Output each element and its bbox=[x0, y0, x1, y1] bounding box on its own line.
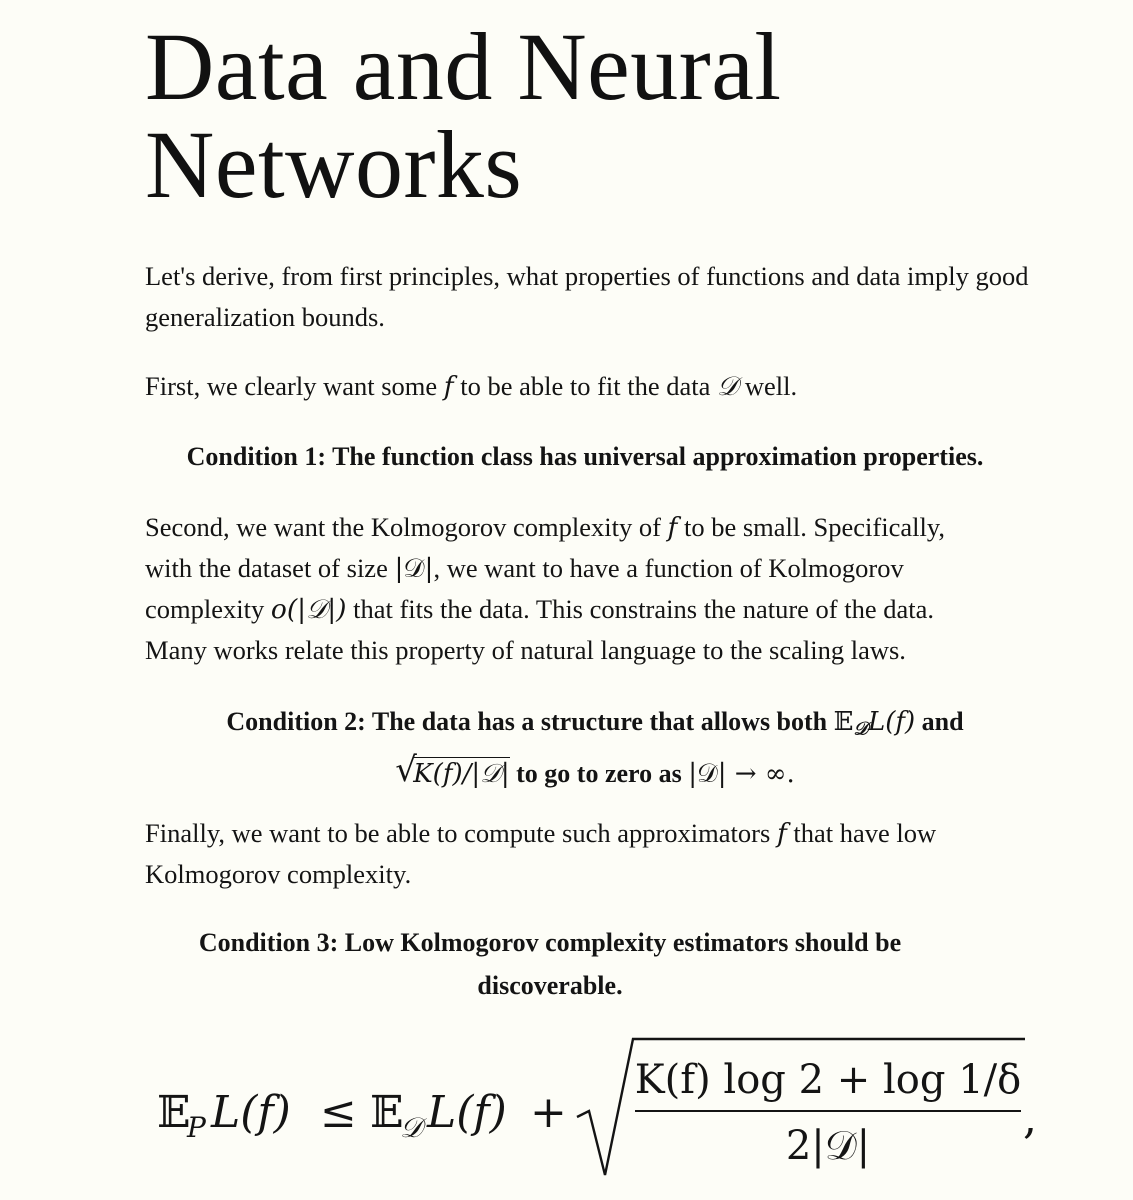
var-f: f bbox=[776, 818, 787, 849]
dataset-size: |𝒟| bbox=[394, 553, 434, 584]
condition-1-text: : The function class has universal approximation properties. bbox=[317, 442, 984, 471]
sqrt-expression: √ K(f)/|𝒟| bbox=[395, 749, 510, 790]
generalization-bound-formula bbox=[145, 1035, 1045, 1185]
fraction-numerator: K(f) log 2 + log 1/δ bbox=[634, 1057, 1022, 1103]
rhs-expectation: 𝔼 bbox=[370, 1087, 404, 1138]
condition-3: Condition 3: Low Kolmogorov complexity estimators should be discoverable. bbox=[198, 928, 902, 1000]
condition-2: Condition 2: The data has a structure that allows both 𝔼$_𝒟$L(f) and √ K(f)/|𝒟| to go to zero as |𝒟| → ∞. bbox=[145, 696, 1045, 800]
condition-1 bbox=[135, 433, 1035, 481]
title-line-2: Networks bbox=[145, 111, 523, 218]
complexity-paragraph: Second, we want the Kolmogorov complexity of f to be small. Specifically, with the dataset of size |𝒟|, we want to have a function of Kolmogorov complexity o(|𝒟|) that fits the data. This constrains the nature of the data. Many works relate this property of natural language to the scaling laws. bbox=[145, 512, 945, 665]
lhs-subscript: P bbox=[187, 1111, 206, 1144]
condition-1-label: Condition 1 bbox=[186, 442, 318, 471]
lhs-loss: L(f) bbox=[211, 1087, 291, 1138]
expectation-symbol: 𝔼 bbox=[833, 707, 854, 737]
intro-paragraph: Let's derive, from first principles, what properties of functions and data imply good generalization bounds. bbox=[145, 261, 1029, 332]
var-f: f bbox=[667, 512, 678, 543]
computability-paragraph: Finally, we want to be able to compute such approximators f that have low Kolmogorov complexity. bbox=[145, 818, 937, 889]
little-o-expression: o(|𝒟|) bbox=[270, 594, 347, 625]
plus-symbol: + bbox=[530, 1087, 567, 1138]
leq-symbol: ≤ bbox=[320, 1087, 357, 1138]
fit-paragraph: First, we clearly want some f to be able to fit the data 𝒟 well. bbox=[145, 371, 798, 402]
formula-svg bbox=[145, 1035, 1045, 1185]
condition-3-label: Condition 3 bbox=[198, 928, 330, 957]
formula-comma: , bbox=[1023, 1093, 1037, 1144]
lhs-expectation: 𝔼 bbox=[157, 1087, 191, 1138]
rhs-loss: L(f) bbox=[427, 1087, 507, 1138]
fraction-denominator: 2|𝒟| bbox=[785, 1123, 871, 1169]
limit-expression: |𝒟| → ∞ bbox=[688, 758, 787, 789]
var-D: 𝒟 bbox=[717, 371, 739, 402]
page-title bbox=[145, 13, 782, 218]
title-line-1: Data and Neural bbox=[145, 13, 782, 120]
var-f: f bbox=[443, 371, 454, 402]
rhs-subscript: 𝒟 bbox=[400, 1111, 423, 1144]
condition-2-label: Condition 2 bbox=[226, 707, 358, 736]
